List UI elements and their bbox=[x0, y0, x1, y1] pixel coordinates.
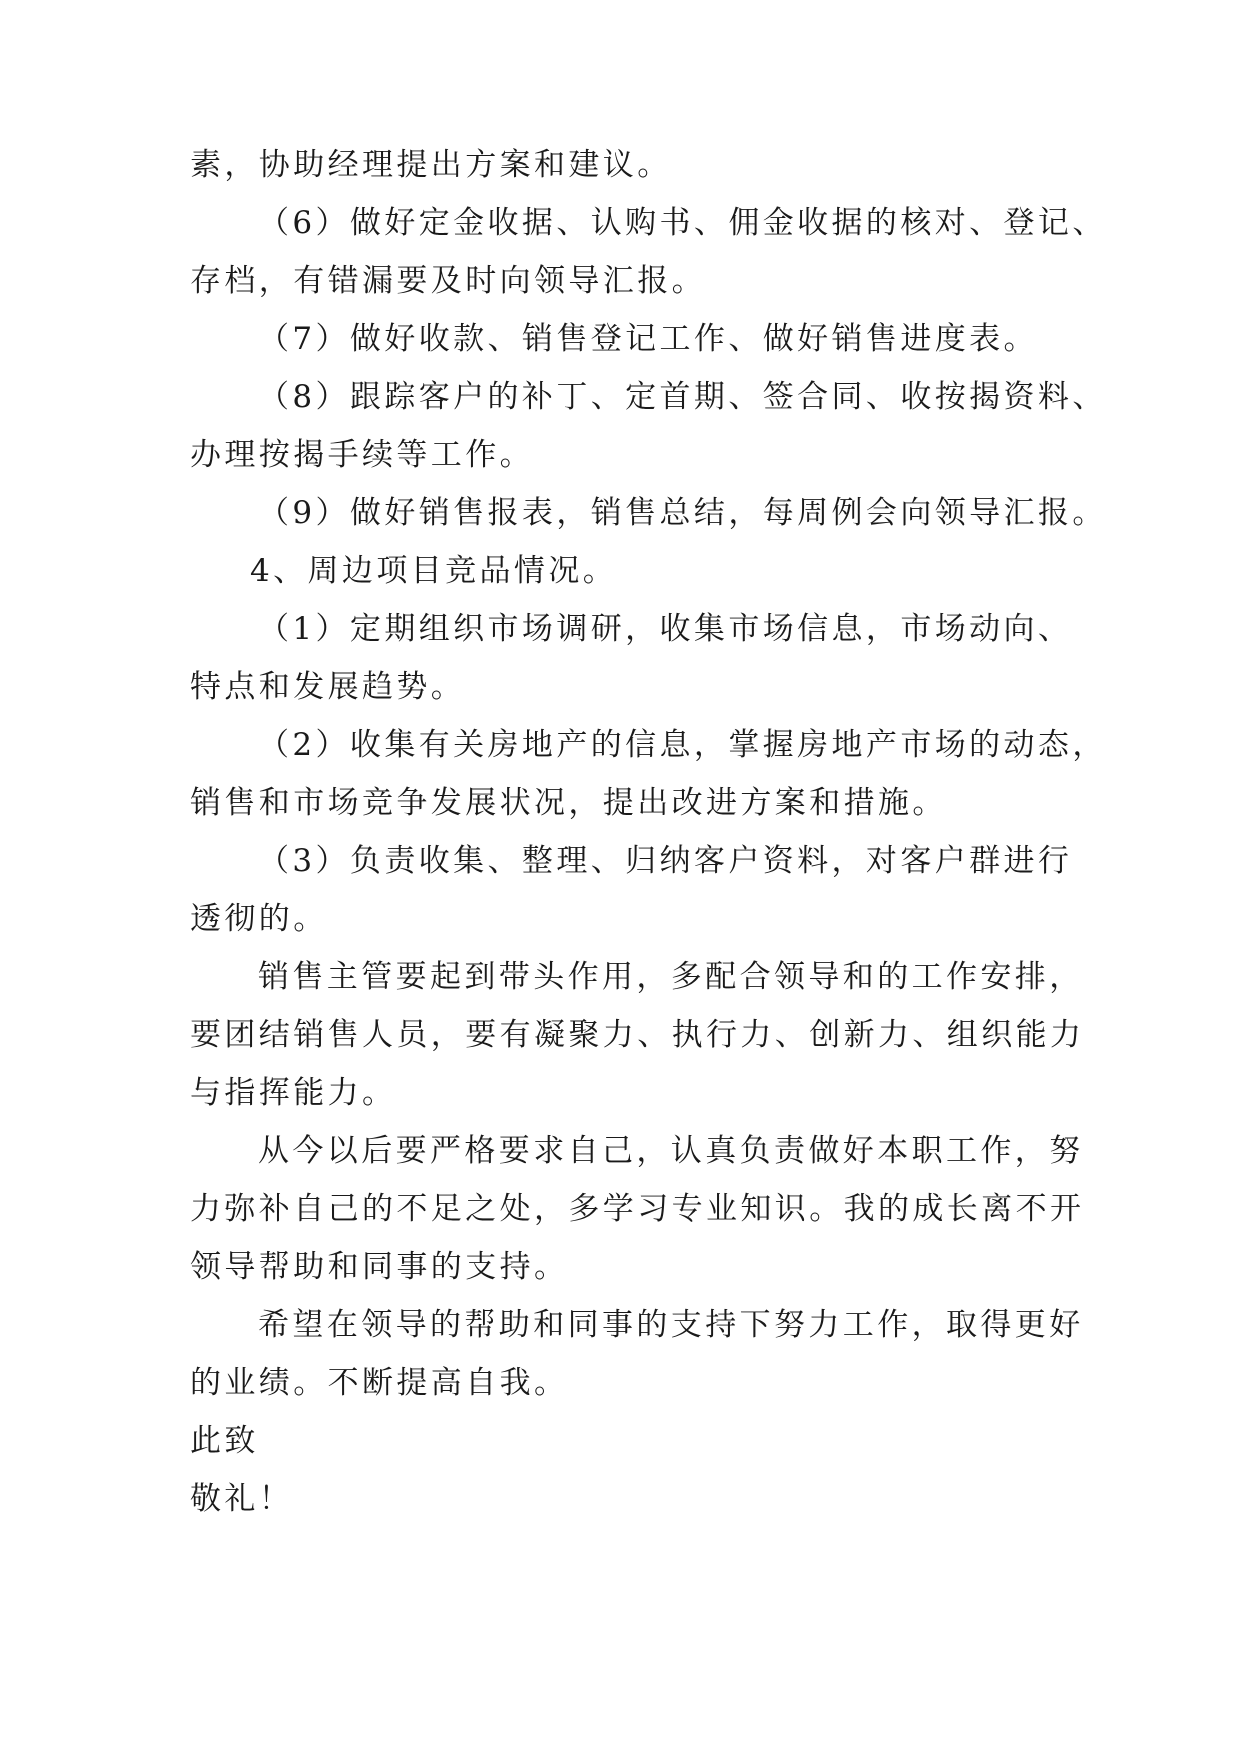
text-line: 销售和市场竞争发展状况，提出改进方案和措施。 bbox=[190, 785, 947, 821]
text-line: （9）做好销售报表，销售总结，每周例会向领导汇报。 bbox=[258, 495, 1107, 531]
text-line: 销售主管要起到带头作用，多配合领导和的工作安排， bbox=[258, 959, 1084, 995]
section-heading: 4、周边项目竞品情况。 bbox=[250, 553, 618, 589]
text-line: （3）负责收集、整理、归纳客户资料，对客户群进行 bbox=[258, 843, 1073, 879]
text-line: （7）做好收款、销售登记工作、做好销售进度表。 bbox=[258, 321, 1038, 357]
text-line: 办理按揭手续等工作。 bbox=[190, 437, 534, 473]
text-line: 与指挥能力。 bbox=[190, 1075, 397, 1111]
text-line: 透彻的。 bbox=[190, 901, 328, 937]
text-line: 的业绩。不断提高自我。 bbox=[190, 1365, 569, 1401]
text-line: 希望在领导的帮助和同事的支持下努力工作，取得更好 bbox=[258, 1307, 1084, 1343]
text-line: 素，协助经理提出方案和建议。 bbox=[190, 147, 672, 183]
text-line: （6）做好定金收据、认购书、佣金收据的核对、登记、 bbox=[258, 205, 1107, 241]
text-line: （1）定期组织市场调研，收集市场信息，市场动向、 bbox=[258, 611, 1073, 647]
closing-salutation: 敬礼！ bbox=[190, 1481, 294, 1517]
text-line: 特点和发展趋势。 bbox=[190, 669, 466, 705]
closing-line: 此致 bbox=[190, 1423, 259, 1459]
text-line: 力弥补自己的不足之处，多学习专业知识。我的成长离不开 bbox=[190, 1191, 1085, 1227]
text-line: 要团结销售人员，要有凝聚力、执行力、创新力、组织能力 bbox=[190, 1017, 1085, 1053]
text-line: 存档，有错漏要及时向领导汇报。 bbox=[190, 263, 706, 299]
text-line: 从今以后要严格要求自己，认真负责做好本职工作，努 bbox=[258, 1133, 1084, 1169]
text-line: 领导帮助和同事的支持。 bbox=[190, 1249, 569, 1285]
text-line: （2）收集有关房地产的信息，掌握房地产市场的动态， bbox=[258, 727, 1107, 763]
text-line: （8）跟踪客户的补丁、定首期、签合同、收按揭资料、 bbox=[258, 379, 1107, 415]
